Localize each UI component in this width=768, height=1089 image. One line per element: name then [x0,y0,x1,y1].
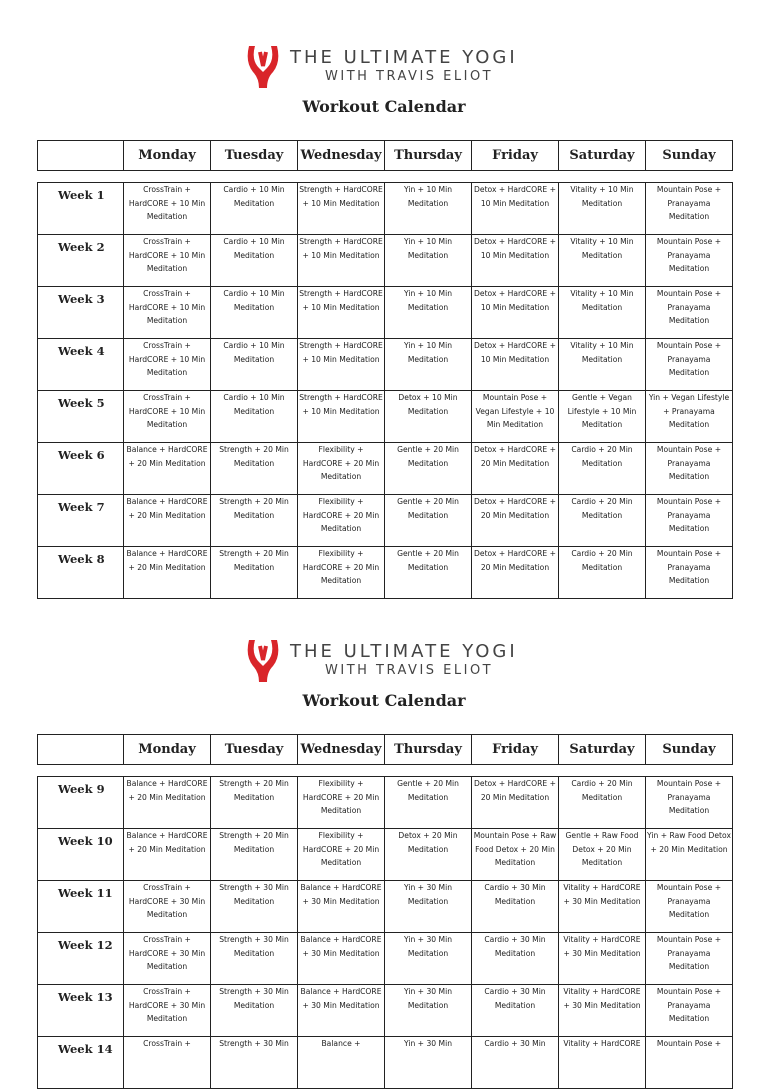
week-row [38,391,733,443]
week-label: Week 8 [38,547,124,599]
workout-cell: Gentle + Vegan Lifestyle + 10 Min Meditation [559,391,646,443]
workout-cell: Detox + HardCORE + 20 Min Meditation [472,777,559,829]
workout-cell: Detox + HardCORE + 10 Min Meditation [472,235,559,287]
logo-mark-icon [243,636,283,686]
workout-cell: Gentle + 20 Min Meditation [385,547,472,599]
workout-cell: Strength + 30 Min Meditation [211,881,298,933]
workout-cell: Flexibility + HardCORE + 20 Min Meditation [298,829,385,881]
week-label: Week 5 [38,391,124,443]
workout-cell: Balance + HardCORE + 20 Min Meditation [124,829,211,881]
workout-cell: Flexibility + HardCORE + 20 Min Meditation [298,547,385,599]
week-row [38,495,733,547]
brand-name: THE ULTIMATE YOGI [290,47,518,68]
day-header-row [37,734,733,765]
workout-cell: Gentle + Raw Food Detox + 20 Min Meditation [559,829,646,881]
workout-cell: Cardio + 10 Min Meditation [211,183,298,235]
header-day: Tuesday [211,141,298,171]
workout-cell: Mountain Pose + Pranayama Meditation [646,777,733,829]
week-label: Week 7 [38,495,124,547]
workout-cell: Detox + HardCORE + 10 Min Meditation [472,339,559,391]
workout-cell: Gentle + 20 Min Meditation [385,777,472,829]
week-label: Week 3 [38,287,124,339]
workout-cell: Cardio + 10 Min Meditation [211,391,298,443]
workout-cell: Vitality + HardCORE + 30 Min Meditation [559,933,646,985]
workout-cell: Gentle + 20 Min Meditation [385,495,472,547]
workout-cell: CrossTrain + HardCORE + 30 Min Meditation [124,933,211,985]
workout-cell: Yin + 10 Min Meditation [385,183,472,235]
page-title: Workout Calendar [302,691,466,710]
workout-cell: Balance + HardCORE + 20 Min Meditation [124,443,211,495]
workout-cell: Detox + HardCORE + 10 Min Meditation [472,183,559,235]
workout-cell: Detox + HardCORE + 20 Min Meditation [472,443,559,495]
workout-cell: Cardio + 10 Min Meditation [211,339,298,391]
workout-cell: Cardio + 30 Min Meditation [472,985,559,1037]
header-blank [38,141,124,171]
header-day: Sunday [646,141,733,171]
week-label: Week 9 [38,777,124,829]
header-day: Thursday [385,141,472,171]
workout-cell: Cardio + 30 Min Meditation [472,933,559,985]
workout-cell: Cardio + 20 Min Meditation [559,443,646,495]
week-row [38,1037,733,1089]
workout-cell: Strength + 20 Min Meditation [211,443,298,495]
week-label: Week 6 [38,443,124,495]
day-header-row [37,140,733,171]
workout-cell: Balance + HardCORE + 30 Min Meditation [298,933,385,985]
workout-cell: CrossTrain + HardCORE + 30 Min Meditation [124,881,211,933]
workout-cell: Cardio + 20 Min Meditation [559,547,646,599]
header-day: Sunday [646,735,733,765]
workout-cell: Balance + [298,1037,385,1089]
header-day: Friday [472,735,559,765]
header-day: Monday [124,141,211,171]
header-day: Tuesday [211,735,298,765]
header-day: Saturday [559,735,646,765]
header-day: Wednesday [298,735,385,765]
workout-cell: CrossTrain + HardCORE + 10 Min Meditation [124,235,211,287]
workout-cell: Yin + Vegan Lifestyle + Pranayama Meditation [646,391,733,443]
header-blank [38,735,124,765]
workout-grid [37,776,733,1089]
week-row [38,777,733,829]
workout-cell: Yin + 30 Min Meditation [385,881,472,933]
workout-cell: Balance + HardCORE + 30 Min Meditation [298,985,385,1037]
week-row [38,339,733,391]
workout-cell: Flexibility + HardCORE + 20 Min Meditation [298,777,385,829]
workout-cell: Strength + HardCORE + 10 Min Meditation [298,235,385,287]
week-label: Week 12 [38,933,124,985]
workout-cell: Strength + 20 Min Meditation [211,829,298,881]
header-day: Monday [124,735,211,765]
header-day: Friday [472,141,559,171]
workout-cell: Cardio + 10 Min Meditation [211,235,298,287]
workout-cell: Mountain Pose + Pranayama Meditation [646,235,733,287]
workout-cell: Balance + HardCORE + 20 Min Meditation [124,547,211,599]
workout-cell: Mountain Pose + [646,1037,733,1089]
workout-cell: Yin + 30 Min Meditation [385,985,472,1037]
header-day: Thursday [385,735,472,765]
week-row [38,985,733,1037]
header-day: Wednesday [298,141,385,171]
workout-cell: Mountain Pose + Pranayama Meditation [646,443,733,495]
page-title: Workout Calendar [302,97,466,116]
brand-logo [243,636,533,688]
workout-cell: Vitality + 10 Min Meditation [559,183,646,235]
brand-logo [243,42,533,94]
workout-cell: CrossTrain + HardCORE + 10 Min Meditation [124,391,211,443]
brand-name: THE ULTIMATE YOGI [290,641,518,662]
workout-cell: Mountain Pose + Pranayama Meditation [646,547,733,599]
workout-cell: Flexibility + HardCORE + 20 Min Meditation [298,443,385,495]
week-row [38,287,733,339]
workout-cell: CrossTrain + HardCORE + 30 Min Meditation [124,985,211,1037]
week-row [38,443,733,495]
week-label: Week 14 [38,1037,124,1089]
logo-mark-icon [243,42,283,92]
workout-cell: Vitality + 10 Min Meditation [559,235,646,287]
workout-cell: Yin + 10 Min Meditation [385,235,472,287]
workout-cell: Mountain Pose + Pranayama Meditation [646,881,733,933]
workout-cell: Flexibility + HardCORE + 20 Min Meditation [298,495,385,547]
week-row [38,933,733,985]
workout-cell: CrossTrain + [124,1037,211,1089]
workout-cell: Strength + HardCORE + 10 Min Meditation [298,287,385,339]
workout-cell: Detox + 10 Min Meditation [385,391,472,443]
week-label: Week 4 [38,339,124,391]
workout-cell: Detox + HardCORE + 20 Min Meditation [472,495,559,547]
header-day: Saturday [559,141,646,171]
week-label: Week 11 [38,881,124,933]
workout-cell: Mountain Pose + Raw Food Detox + 20 Min Meditation [472,829,559,881]
week-row [38,547,733,599]
week-label: Week 10 [38,829,124,881]
workout-cell: Cardio + 20 Min Meditation [559,777,646,829]
workout-cell: Cardio + 20 Min Meditation [559,495,646,547]
workout-cell: Strength + HardCORE + 10 Min Meditation [298,391,385,443]
week-label: Week 2 [38,235,124,287]
workout-cell: Balance + HardCORE + 30 Min Meditation [298,881,385,933]
workout-cell: Strength + HardCORE + 10 Min Meditation [298,183,385,235]
workout-cell: Detox + HardCORE + 10 Min Meditation [472,287,559,339]
week-label: Week 13 [38,985,124,1037]
workout-cell: Mountain Pose + Pranayama Meditation [646,933,733,985]
workout-cell: Balance + HardCORE + 20 Min Meditation [124,777,211,829]
workout-cell: Mountain Pose + Pranayama Meditation [646,495,733,547]
workout-cell: Cardio + 30 Min Meditation [472,881,559,933]
brand-tagline: WITH TRAVIS ELIOT [325,663,494,678]
workout-cell: Detox + HardCORE + 20 Min Meditation [472,547,559,599]
workout-cell: Gentle + 20 Min Meditation [385,443,472,495]
workout-cell: Strength + 30 Min Meditation [211,933,298,985]
workout-cell: Mountain Pose + Pranayama Meditation [646,287,733,339]
week-row [38,183,733,235]
workout-cell: Yin + 10 Min Meditation [385,339,472,391]
workout-cell: Strength + 30 Min [211,1037,298,1089]
brand-tagline: WITH TRAVIS ELIOT [325,69,494,84]
workout-cell: CrossTrain + HardCORE + 10 Min Meditation [124,339,211,391]
workout-cell: Yin + 30 Min [385,1037,472,1089]
workout-cell: Mountain Pose + Vegan Lifestyle + 10 Min Meditation [472,391,559,443]
workout-cell: Strength + 20 Min Meditation [211,547,298,599]
workout-cell: Mountain Pose + Pranayama Meditation [646,339,733,391]
workout-cell: Strength + 30 Min Meditation [211,985,298,1037]
workout-cell: Strength + 20 Min Meditation [211,495,298,547]
workout-cell: CrossTrain + HardCORE + 10 Min Meditation [124,287,211,339]
workout-cell: Yin + 10 Min Meditation [385,287,472,339]
week-row [38,235,733,287]
workout-cell: Yin + 30 Min Meditation [385,933,472,985]
workout-cell: Vitality + HardCORE [559,1037,646,1089]
workout-cell: Vitality + 10 Min Meditation [559,287,646,339]
workout-cell: Mountain Pose + Pranayama Meditation [646,183,733,235]
week-row [38,881,733,933]
workout-grid [37,182,733,599]
workout-cell: Cardio + 30 Min [472,1037,559,1089]
week-label: Week 1 [38,183,124,235]
workout-cell: CrossTrain + HardCORE + 10 Min Meditation [124,183,211,235]
workout-cell: Mountain Pose + Pranayama Meditation [646,985,733,1037]
workout-cell: Vitality + HardCORE + 30 Min Meditation [559,985,646,1037]
week-row [38,829,733,881]
workout-cell: Strength + HardCORE + 10 Min Meditation [298,339,385,391]
workout-cell: Vitality + 10 Min Meditation [559,339,646,391]
workout-cell: Balance + HardCORE + 20 Min Meditation [124,495,211,547]
workout-cell: Strength + 20 Min Meditation [211,777,298,829]
workout-cell: Yin + Raw Food Detox + 20 Min Meditation [646,829,733,881]
workout-cell: Vitality + HardCORE + 30 Min Meditation [559,881,646,933]
workout-cell: Detox + 20 Min Meditation [385,829,472,881]
workout-cell: Cardio + 10 Min Meditation [211,287,298,339]
